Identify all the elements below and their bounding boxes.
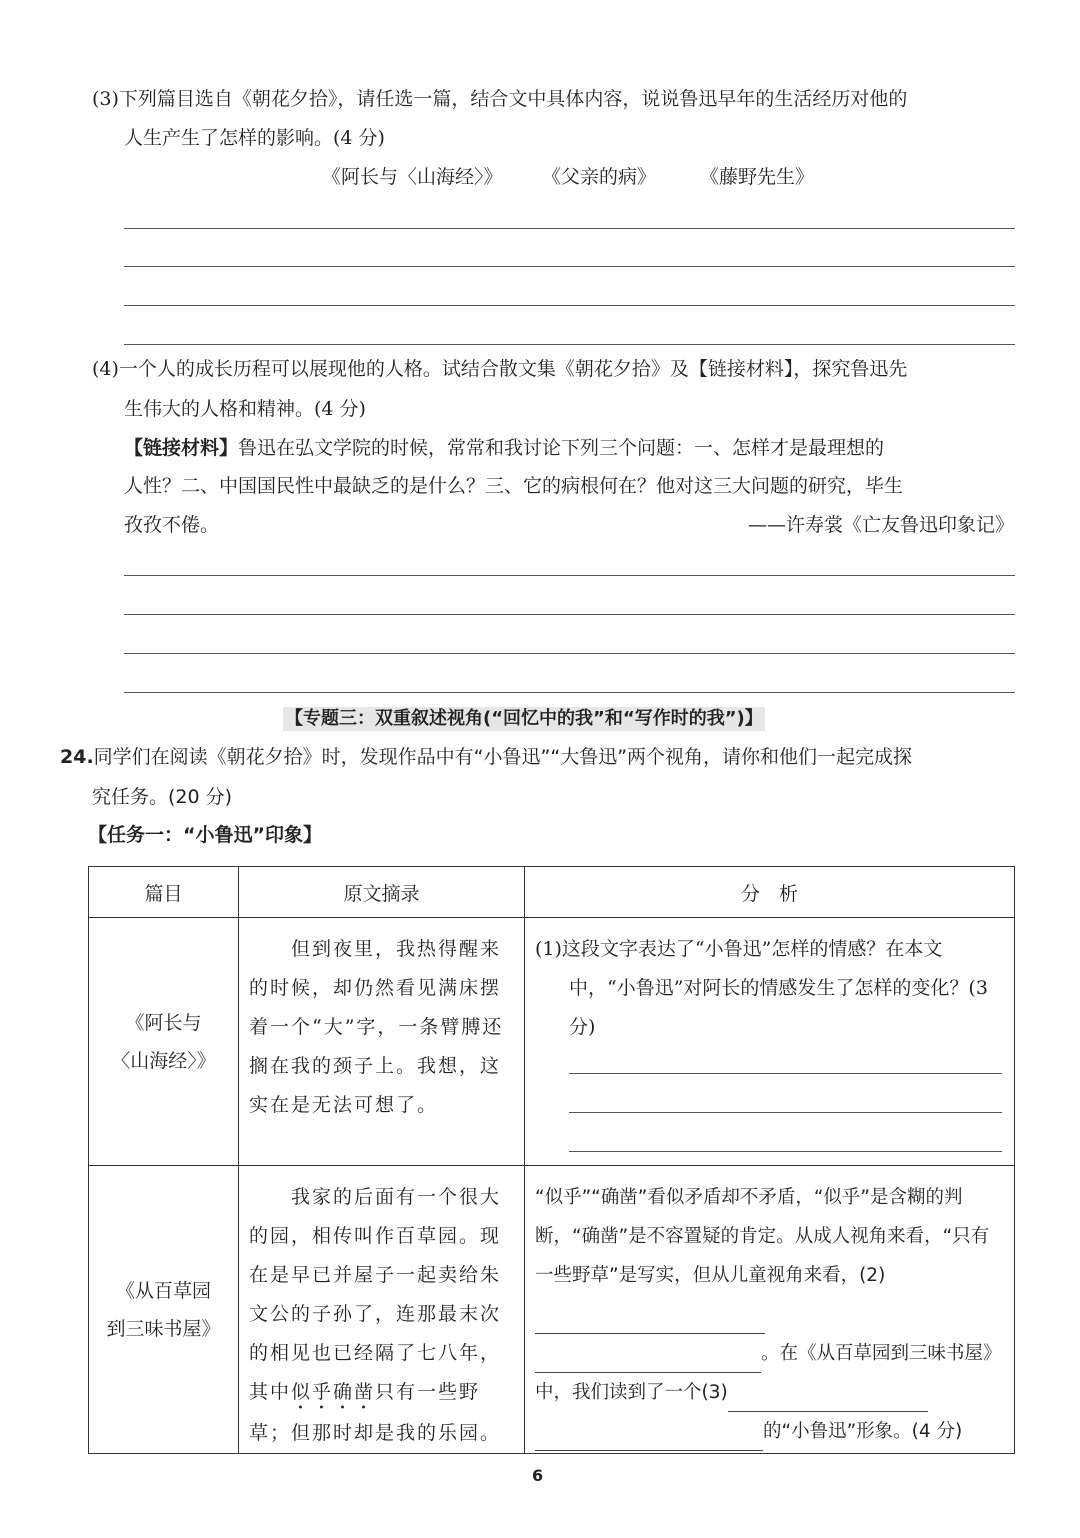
material-text: 孜孜不倦。 [124, 514, 220, 536]
material-text: 鲁迅在弘文学院的时候，常常和我讨论下列三个问题：一、怎样才是最理想的 [238, 437, 885, 459]
answer-line[interactable] [124, 266, 1015, 267]
table-row [89, 1166, 1015, 1454]
q3-line1: (3)下列篇目选自《朝花夕拾》，请任选一篇，结合文中具体内容，说说鲁迅早年的生活经历对他的 [92, 88, 908, 110]
material-source: ——许寿裳《亡友鲁迅印象记》 [747, 514, 1014, 536]
answer-blank[interactable] [728, 1390, 928, 1412]
analysis-text: 。在《从百草园到三味书屋》中，我们读到了一个(3) [535, 1343, 1002, 1403]
header-analysis: 分 析 [525, 867, 1015, 918]
q3-title-1: 《阿长与〈山海经〉》 [322, 166, 503, 188]
excerpt: 我家的后面有一个很大的园，相传叫作百草园。现在是早已并屋子一起卖给朱文公的子孙了，连那最末次的相见也已经隔了七八年，其中 [249, 1186, 502, 1403]
q3-title-3: 《藤野先生》 [700, 166, 815, 188]
q24-line2: 究任务。(20 分) [92, 786, 233, 808]
q3-title-2: 《父亲的病》 [542, 166, 657, 188]
header-excerpt: 原文摘录 [239, 867, 525, 918]
q3-line2: 人生产生了怎样的影响。(4 分) [124, 127, 385, 149]
question-number: 24. [60, 746, 94, 768]
answer-line[interactable] [124, 614, 1015, 615]
row-title: 〈山海经〉》 [111, 1049, 216, 1072]
answer-line[interactable] [124, 228, 1015, 229]
answer-line[interactable] [124, 305, 1015, 306]
row-title: 《阿长与 [125, 1011, 202, 1034]
answer-line[interactable] [124, 575, 1015, 576]
answer-line[interactable] [124, 344, 1015, 345]
header-title: 篇目 [89, 867, 239, 918]
answer-line[interactable] [124, 692, 1015, 693]
q4-line1: (4)一个人的成长历程可以展现他的人格。试结合散文集《朝花夕拾》及【链接材料】，探究鲁迅先 [92, 358, 908, 380]
answer-line[interactable] [569, 1073, 1002, 1074]
answer-blank[interactable] [535, 1312, 765, 1334]
task-heading: 【任务一：“小鲁迅”印象】 [88, 824, 322, 846]
analysis-text: 的“小鲁迅”形象。(4 分) [763, 1421, 963, 1442]
table-row [89, 918, 1015, 1166]
answer-blank[interactable] [535, 1429, 763, 1451]
analysis-text: “似乎”“确凿”看似矛盾却不矛盾，“似乎”是含糊的判断，“确凿”是不容置疑的肯定。从成人视角来看，“只有一些野草”是写实，但从儿童视角来看，(2) [535, 1187, 990, 1286]
excerpt: 只有一些野草；但那时却是我的乐园。 [249, 1381, 502, 1444]
answer-blank[interactable] [535, 1351, 761, 1373]
q4-line2: 生伟大的人格和精神。(4 分) [124, 398, 366, 420]
excerpt: 但到夜里，我热得醒来的时候，却仍然看见满床摆着一个“大”字，一条臂膊还搁在我的颈子上。我想，这实在是无法可想了。 [239, 918, 525, 1166]
analysis-question: (1)这段文字表达了“小鲁迅”怎样的情感？在本文中，“小鲁迅”对阿长的情感发生了怎样的变化？(3 分) [535, 938, 988, 1038]
answer-line[interactable] [124, 653, 1015, 654]
material-label: 【链接材料】 [124, 437, 239, 459]
answer-line[interactable] [569, 1112, 1002, 1113]
q24-line1: 同学们在阅读《朝花夕拾》时，发现作品中有“小鲁迅”“大鲁迅”两个视角，请你和他们一起完成探 [93, 746, 913, 768]
material-text: 人性？二、中国国民性中最缺乏的是什么？三、它的病根何在？他对这三大问题的研究，毕生 [124, 475, 904, 497]
answer-line[interactable] [569, 1151, 1002, 1152]
row-title: 《从百草园 [115, 1279, 211, 1302]
topic-heading: 【专题三：双重叙述视角(“回忆中的我”和“写作时的我”)】 [285, 708, 763, 729]
analysis-table [88, 866, 1015, 1454]
emphasized-words: 似乎确凿 [291, 1381, 376, 1403]
row-title: 到三味书屋》 [106, 1317, 221, 1340]
page-number: 6 [532, 1466, 544, 1485]
